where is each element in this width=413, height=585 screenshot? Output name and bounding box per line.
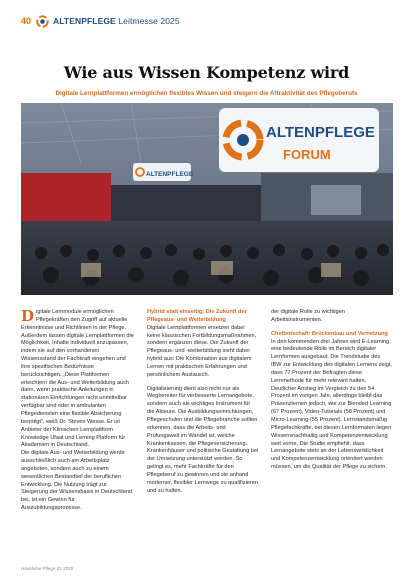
col3-subhead: Chefbotschaft: Brückenbau und Vernetzung — [271, 330, 388, 337]
altenpflege-logo-icon — [36, 15, 49, 28]
drop-cap: D — [21, 307, 35, 325]
text-column-1 — [21, 309, 134, 513]
page-header — [21, 12, 180, 30]
col2-subhead: Hybrid statt einseitig: Die Zukunft der Pflegeaus- und Weiterbildung — [147, 309, 247, 323]
text-column-3 — [271, 309, 392, 472]
col1-paragraph-1: igitale Lernmodule ermöglichen Pflegekräften den Zugriff auf aktuelle Erkenntnisse und Richtlinien in der Pflege. Außerdem lassen digitale Lernplattformen die Möglichkeit, Inhalte individuell anzupassen, indem sie auf den vorhandenen Wissensstand der Fachkraft eingehen und ihre spezifischen Bedürfnisse berücksichtigen. „Diese Plattformen erleichtern die Aus- und Weiterbildung auch dann, wenn praktische Anleitungen in stationären Einrichtungen nicht unmittelbar verfügbar sind oder in ambulanten Pflegediensten eine flexible Absicherung benötigt", weiß Dr. Steven Wesse. Er ist Anbieter der Klinischen Lernplattform Knowledge Ufaat und Lerning Platform für Akademien in Deutschland. — [21, 309, 134, 449]
magazine-title — [53, 16, 180, 26]
col2-paragraph-2: Digitalisierung dient also nicht nur als Wegbereiter für verbesserte Lernangebote, sondern auch als wichtiges Instrument für die Akteure. Die Ausbildungseinrichtungen, Pflegeschulen und die Pflegebranche sollten erkennen, dass die Arbeits- und Prüfungswelt im Wandel ist, welche Krankenkassen, die Pflegeversicherung, Krankenhäuser und politische Gestaltung bei der Umsetzung unterstützt werden. So gelingt es, mehr Fachkräfte für den Pflegeberuf zu gewinnen und sie anhand moderner, flexibler Lernwege zu qualifizieren und zu halten. — [147, 385, 259, 494]
magazine-subtitle: Leitmesse 2025 — [118, 16, 180, 26]
col3-paragraph-2: In den kommenden drei Jahren wird E-Learning eine bedeutende Rolle im Bereich digitaler Lernformen ausgebaut. Die Trendstudie des IBW zur Entwicklung des digitalen Lernens zeigt, dass 77 Prozent der Befragten diese Lernmethode für mehr relevant halten. Deutlicher Anstieg im Vergleich zu den 54 Prozent im vorigen Jahr, allerdings bleibt das Präsenzlernen jedoch, wie zur Blended Learning (67 Prozent), Video-Tutorials (58 Prozent) und Micro-Learning (55 Prozent). Lernstandsmäßig Pflegefachkräfte, bei diesen Lernformaten liegen Wissensnachhaltig und Kompetenzentwicklung weit vorne. Die Studie empfiehlt, dass Lernangebote stets an der Lebenswirklichkeit und Kompetenzentwicklung orientiert werden müssen, um die Qualität der Pflege zu sichern. — [271, 338, 392, 471]
sign-subtitle: FORUM — [283, 147, 331, 162]
page-footer: Häusliche Pflege 03 2025 — [21, 566, 74, 571]
col2-paragraph-1: Digitale Lernplattformen ersetzen dabei keine klassischen Fortbildungsmaßnahmen, sondern ergänzen diese. Die Zukunft der Pflegeaus- und -weiterbildung sieht dabei hybrid aus: Die Kombination aus digitalem Lernen mit praktischen Erfahrungen und persönlichem Austausch. — [147, 324, 257, 378]
article-dek: Digitale Lernplattformen ermöglichen flexibles Wissen und steigern die Attraktivität des Pflegeberufs — [55, 90, 358, 97]
magazine-brand: ALTENPFLEGE — [53, 16, 116, 26]
photo-illustration — [21, 103, 393, 295]
col3-paragraph-1: der digitale Rolle zu wichtigen Arbeitsinstrumenten. — [271, 309, 346, 323]
text-column-2 — [147, 309, 259, 495]
sign-title: ALTENPFLEGE — [266, 124, 375, 141]
article-headline: Wie aus Wissen Kompetenz wird — [63, 63, 350, 82]
article-photo — [21, 103, 393, 295]
page-number: 40 — [21, 16, 32, 26]
small-sign-title: ALTENPFLEGE — [146, 171, 194, 178]
col1-paragraph-2: Die digitale Aus- und Weiterbildung werde ausschließlich auch am Arbeitsplatz angeboten, sondern auch zu einem wesentlichen Bestandteil der beruflichen Entwicklung. Die Nutzung trägt zur Steigerung der Wissensbasis in Deutschland bei, ist ein Gewinn für Auszubildungsprozesse. — [21, 450, 133, 512]
